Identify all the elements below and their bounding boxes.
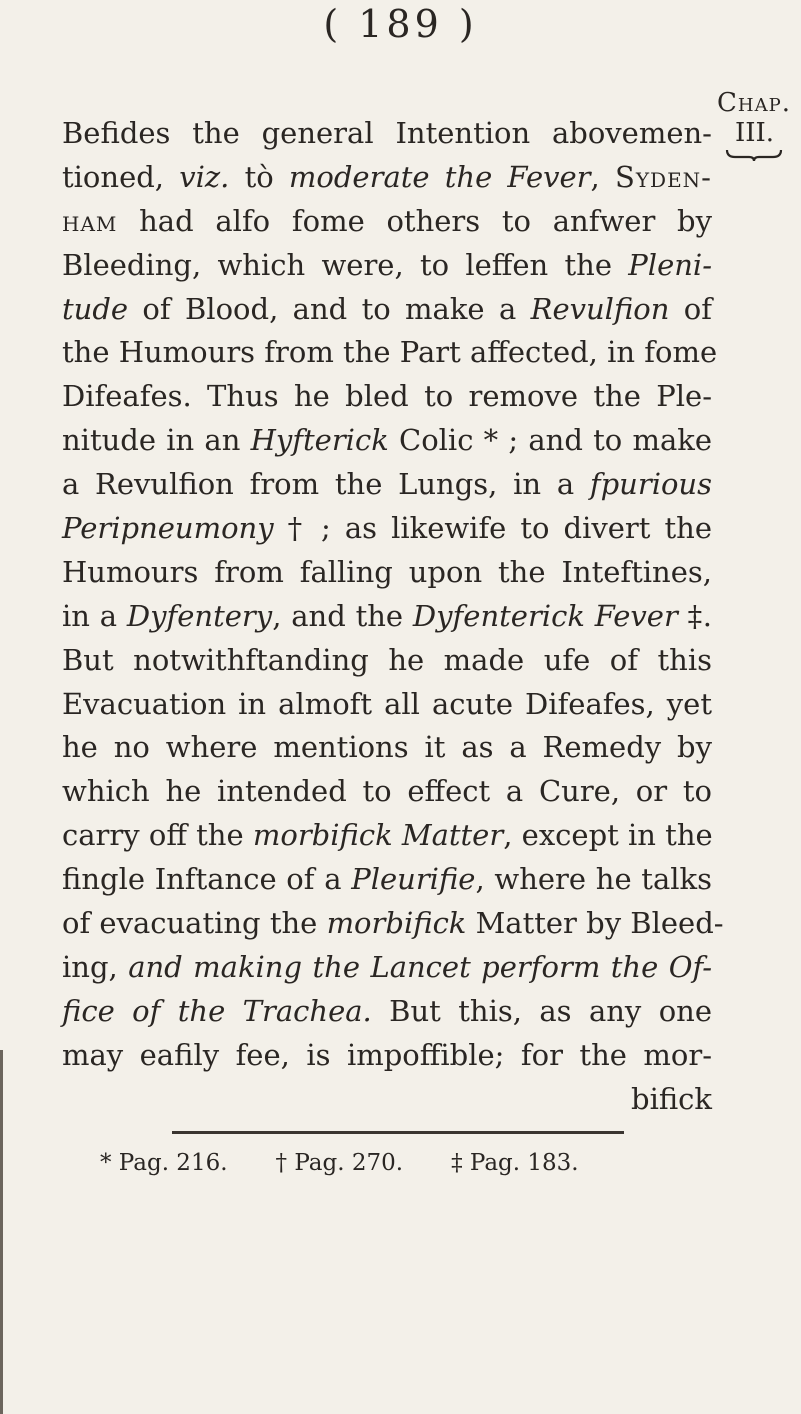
text-segment: Pleurifie	[351, 862, 476, 897]
chapter-number: III.	[735, 118, 775, 148]
text-line	[62, 244, 712, 288]
text-segment: Bleeding, which were, to leffen the	[62, 247, 629, 282]
text-line	[62, 551, 712, 595]
text-line	[62, 507, 712, 551]
text-segment: Humours from falling upon the Inteftines,	[62, 554, 712, 589]
text-line	[62, 112, 712, 156]
footnote: † Pag. 270.	[275, 1150, 404, 1176]
text-line	[62, 683, 712, 727]
text-segment: and making the Lancet perform the Of-	[128, 949, 712, 984]
text-line	[62, 1034, 712, 1078]
text-segment: Peripneumony	[62, 511, 274, 546]
text-segment: fingle Inftance of a	[62, 862, 352, 897]
text-line	[62, 200, 712, 244]
text-segment: Dyfentery	[126, 598, 273, 633]
text-segment: which he intended to effect a Cure, or to	[62, 774, 712, 809]
footnote: ‡ Pag. 183.	[451, 1150, 579, 1176]
text-line	[62, 946, 712, 990]
text-segment: tioned,	[62, 159, 180, 194]
text-segment: Matter by Bleed-	[466, 906, 724, 941]
text-segment: Befides the general Intention abovemen-	[62, 116, 712, 150]
text-line	[62, 814, 712, 858]
text-segment: Evacuation in almoft all acute Difeafes, yet	[62, 686, 712, 721]
text-line	[62, 463, 712, 507]
text-segment: But this, as any one	[371, 993, 713, 1028]
text-segment: bifick	[631, 1081, 712, 1116]
text-line	[62, 990, 712, 1034]
text-segment: ,	[590, 159, 615, 194]
text-line	[62, 375, 712, 419]
text-segment: fice of the Trachea.	[62, 993, 372, 1028]
text-line	[62, 595, 712, 639]
chapter-label: Chap.	[717, 88, 791, 118]
text-line	[62, 288, 712, 332]
footnote-rule	[172, 1131, 624, 1134]
body-text	[62, 112, 724, 1121]
text-segment: , where he talks	[475, 862, 712, 897]
text-segment: in a	[62, 598, 127, 633]
text-segment: But notwithftanding he made ufe of this	[62, 642, 712, 677]
text-segment: ‡.	[677, 598, 712, 633]
text-segment: the Humours from the Part affected, in fome	[62, 335, 718, 370]
text-line	[62, 770, 712, 814]
text-segment: Revulfion	[530, 291, 670, 326]
chapter-marginal-note	[717, 88, 801, 162]
text-segment: had alfo fome others to anfwer by	[117, 203, 712, 238]
text-line	[62, 726, 712, 770]
text-segment: Syden-	[614, 159, 712, 194]
text-segment: Pleni-	[628, 247, 712, 282]
text-segment: ing,	[62, 949, 129, 984]
text-segment: , and the	[272, 598, 413, 633]
text-segment: Hyfterick	[250, 423, 389, 458]
text-line	[62, 1078, 712, 1122]
text-segment: fpurious	[589, 467, 712, 502]
brace-ornament	[725, 148, 783, 162]
text-segment: may eafily fee, is impoffible; for the mor-	[62, 1037, 712, 1072]
text-segment: Colic * ; and to make	[388, 423, 712, 458]
text-segment: moderate the Fever	[288, 159, 591, 194]
text-line	[62, 419, 712, 463]
text-segment: carry off the	[62, 818, 253, 853]
text-segment: tude	[62, 291, 129, 326]
page-edge-shadow	[0, 1050, 3, 1414]
text-segment: he no where mentions it as a Remedy by	[62, 730, 712, 765]
text-line	[62, 639, 712, 683]
text-segment: of Blood, and to make a	[128, 291, 531, 326]
text-line	[62, 902, 724, 946]
text-segment: morbifick Matter	[252, 818, 504, 853]
text-segment: Difeafes. Thus he bled to remove the Ple-	[62, 379, 712, 414]
text-segment: of	[669, 291, 712, 326]
text-segment: nitude in an	[62, 423, 251, 458]
text-line	[62, 331, 718, 375]
text-segment: a Revulfion from the Lungs, in a	[62, 467, 590, 502]
text-line	[62, 858, 712, 902]
page-number: ( 189 )	[323, 2, 478, 46]
text-segment: Dyfenterick Fever	[412, 598, 678, 633]
text-segment: tò	[229, 159, 289, 194]
text-segment: morbifick	[326, 906, 467, 941]
text-segment: of evacuating the	[62, 906, 327, 941]
text-segment: † ; as likewife to divert the	[273, 511, 712, 546]
text-segment: , except in the	[503, 818, 713, 853]
footnote: * Pag. 216.	[100, 1150, 228, 1176]
footnotes	[100, 1150, 700, 1176]
text-line	[62, 156, 712, 200]
text-segment: viz.	[179, 159, 230, 194]
text-segment: ham	[62, 203, 118, 238]
